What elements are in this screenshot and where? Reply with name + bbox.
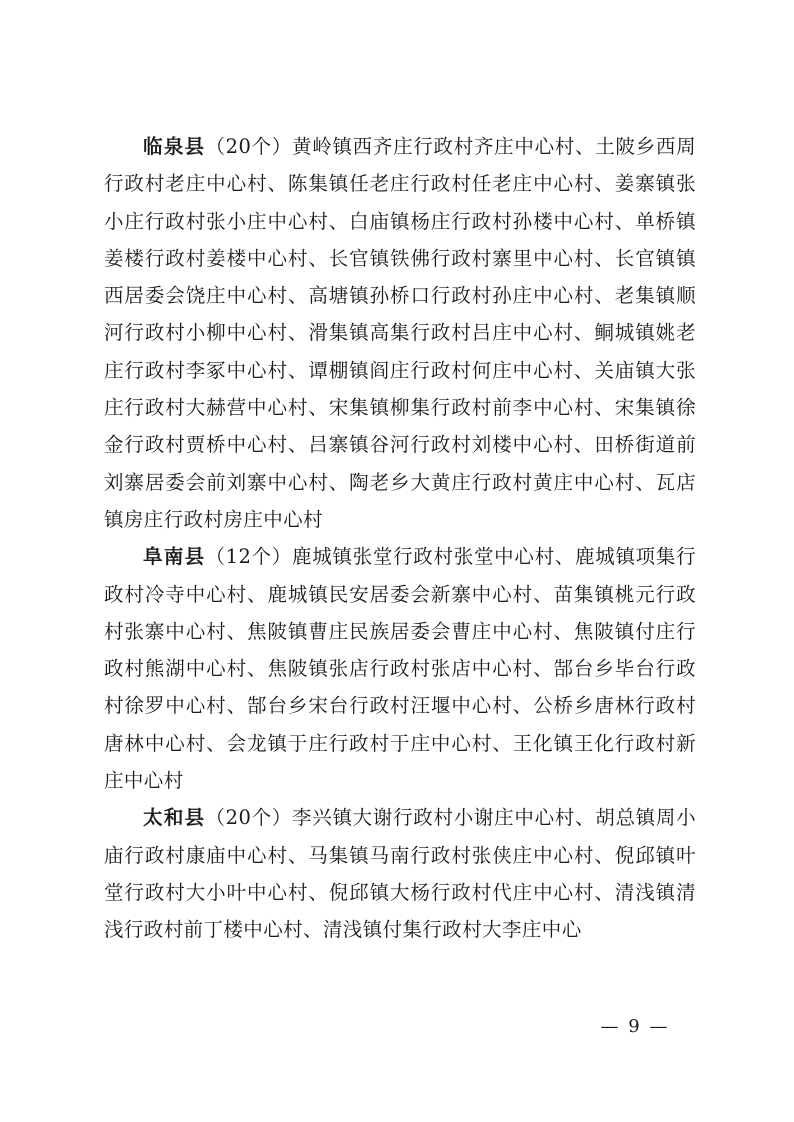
county-name: 临泉县 bbox=[143, 135, 206, 158]
village-list: （20个）黄岭镇西齐庄行政村齐庄中心村、土陂乡西周行政村老庄中心村、陈集镇任老庄行政村任老庄中心村、姜寨镇张小庄行政村张小庄中心村、白庙镇杨庄行政村孙楼中心村、单桥镇姜楼行政村姜楼中心村、长官镇铁佛行政村寨里中心村、长官镇镇西居委会饶庄中心村、高塘镇孙桥口行政村孙庄中心村、老集镇顺河行政村小柳中心村、滑集镇高集行政村吕庄中心村、鲖城镇姚老庄行政村李冢中心村、谭棚镇阎庄行政村何庄中心村、关庙镇大张庄行政村大赫营中心村、宋集镇柳集行政村前李中心村、宋集镇徐金行政村贾桥中心村、吕寨镇谷河行政村刘楼中心村、田桥街道前刘寨居委会前刘寨中心村、陶老乡大黄庄行政村黄庄中心村、瓦店镇房庄行政村房庄中心村 bbox=[104, 135, 696, 531]
county-paragraph-taihe bbox=[104, 799, 696, 948]
county-paragraph-funan bbox=[104, 538, 696, 799]
page-content bbox=[104, 128, 696, 949]
county-paragraph-linquan bbox=[104, 128, 696, 538]
village-list: （20个）李兴镇大谢行政村小谢庄中心村、胡总镇周小庙行政村康庙中心村、马集镇马南行政村张侠庄中心村、倪邱镇叶堂行政村大小叶中心村、倪邱镇大杨行政村代庄中心村、清浅镇清浅行政村前丁楼中心村、清浅镇付集行政村大李庄中心 bbox=[104, 806, 696, 942]
village-list: （12个）鹿城镇张堂行政村张堂中心村、鹿城镇项集行政村冷寺中心村、鹿城镇民安居委会新寨中心村、苗集镇桃元行政村张寨中心村、焦陂镇曹庄民族居委会曹庄中心村、焦陂镇付庄行政村熊湖中心村、焦陂镇张店行政村张店中心村、郜台乡毕台行政村徐罗中心村、郜台乡宋台行政村汪堰中心村、公桥乡唐林行政村唐林中心村、会龙镇于庄行政村于庄中心村、王化镇王化行政村新庄中心村 bbox=[104, 545, 696, 793]
county-name: 太和县 bbox=[143, 806, 206, 830]
page-number: — 9 — bbox=[600, 1016, 670, 1037]
county-name: 阜南县 bbox=[143, 545, 206, 569]
